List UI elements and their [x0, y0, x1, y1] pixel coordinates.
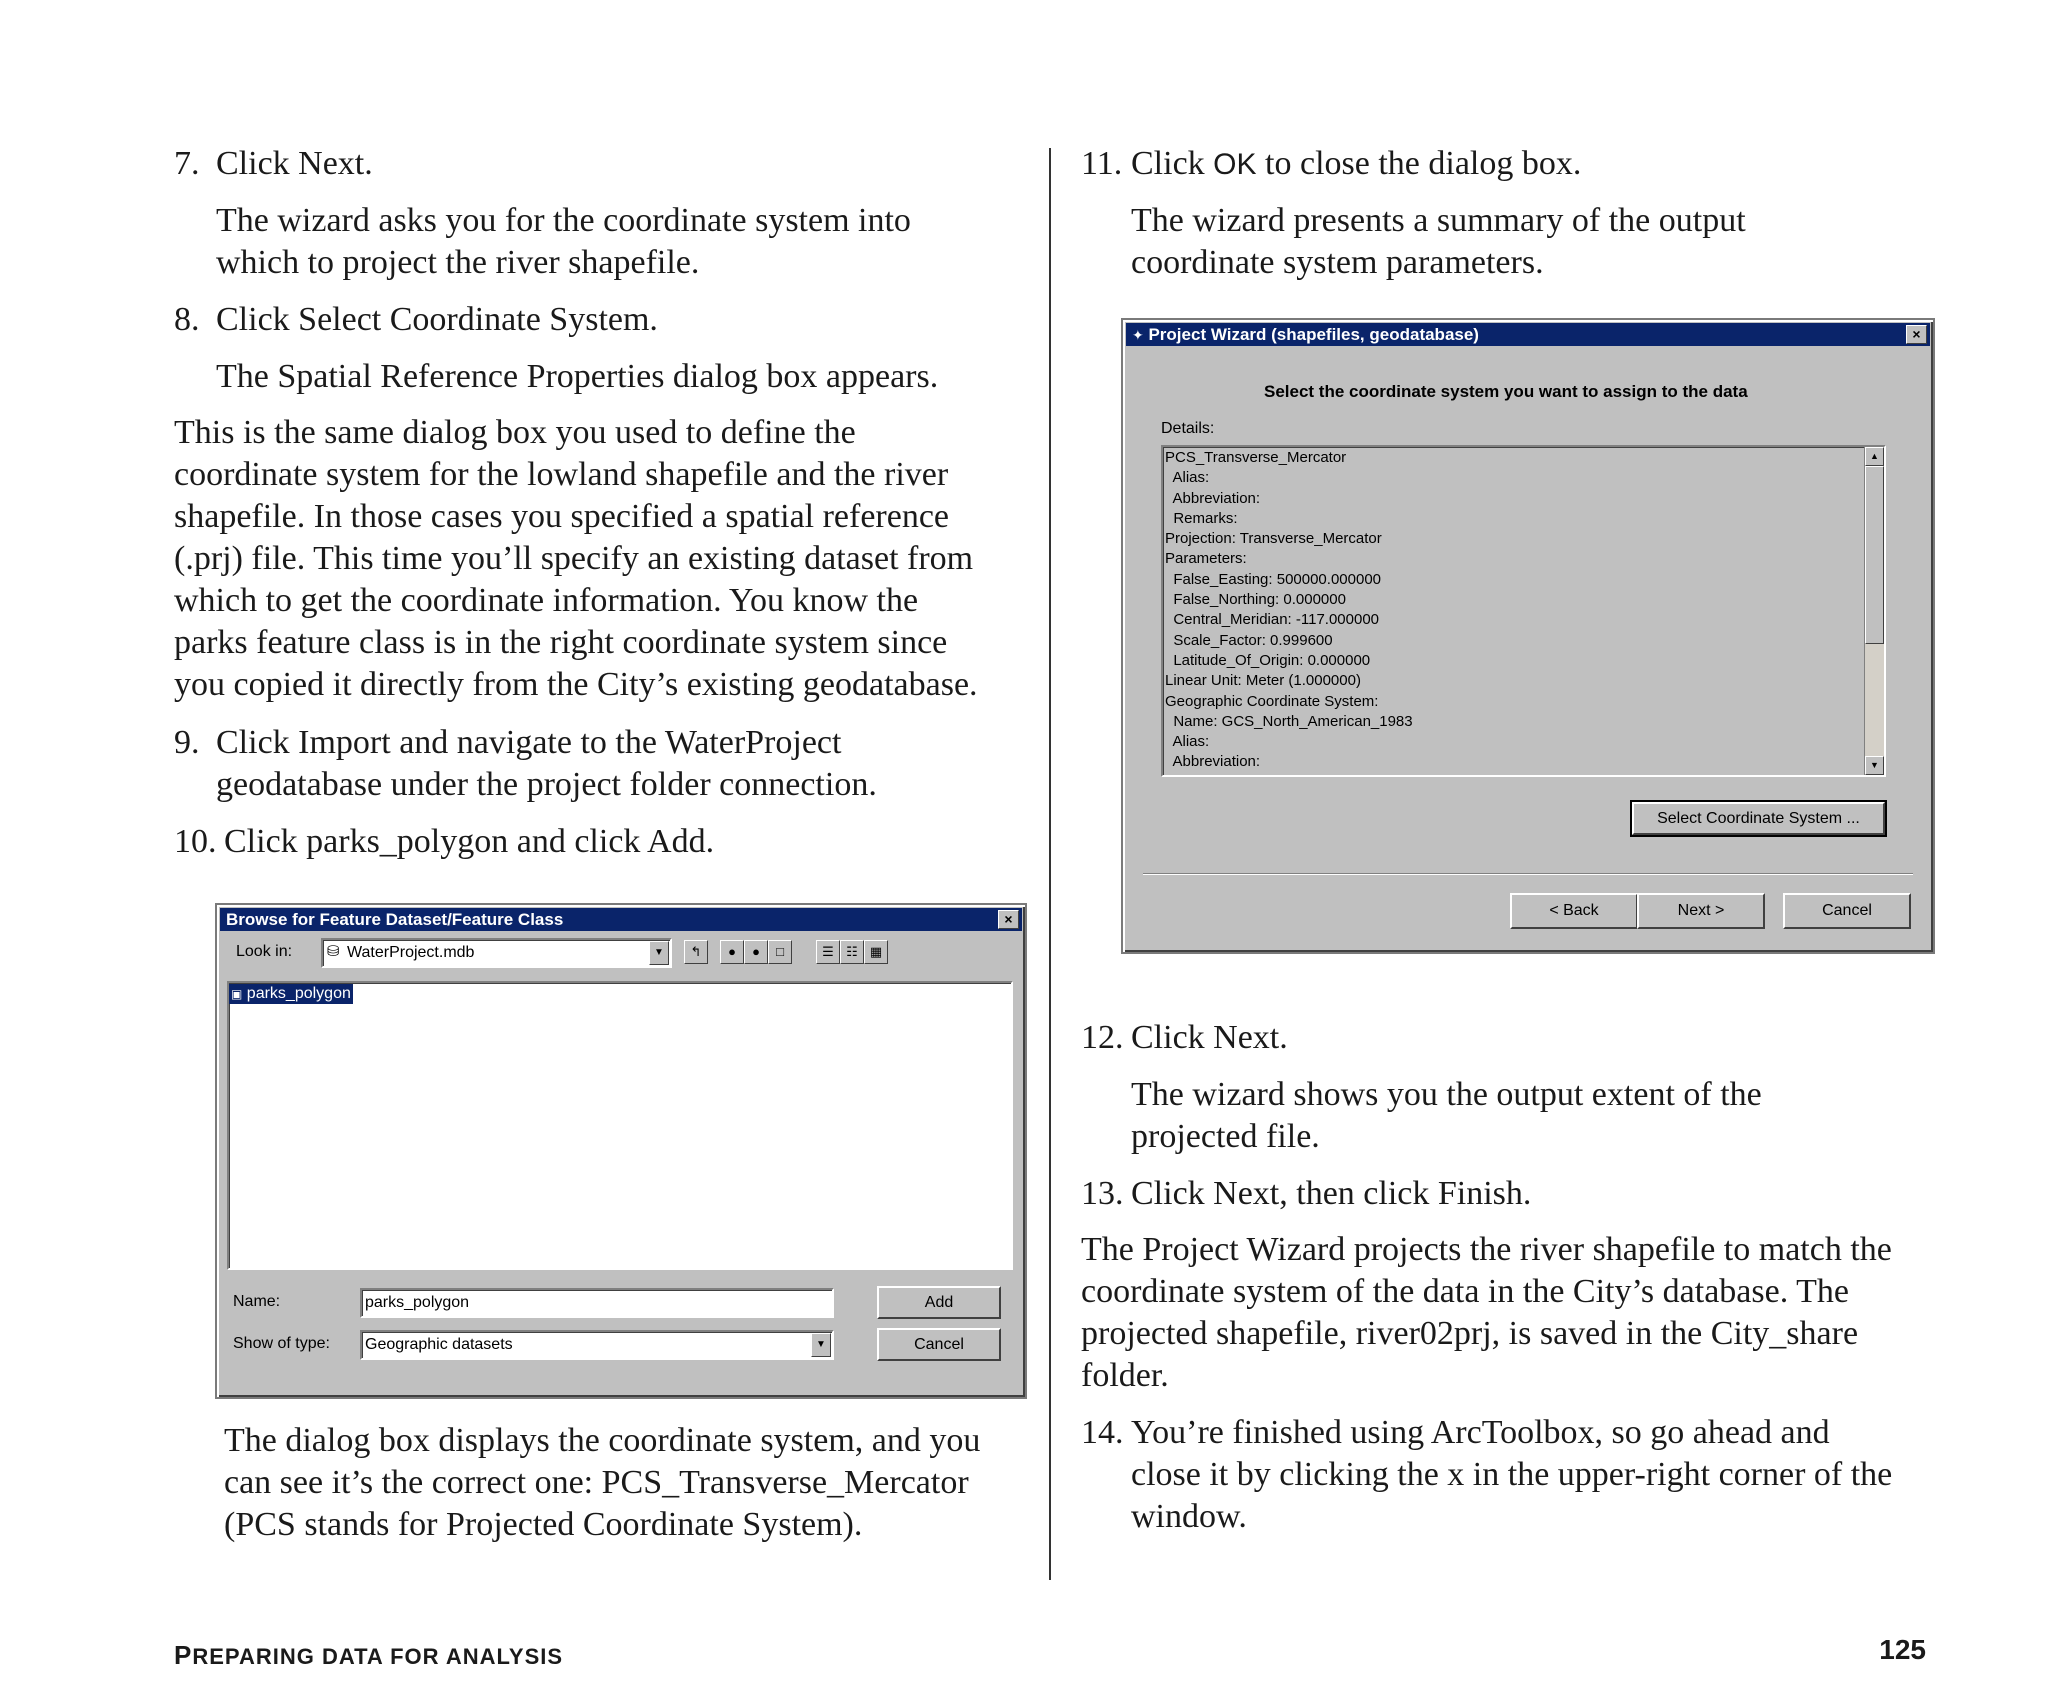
- look-in-value: WaterProject.mdb: [347, 944, 475, 961]
- text-line: The wizard asks you for the coordinate system into: [216, 202, 911, 239]
- text-line: The Project Wizard projects the river shapefile to match the: [1081, 1231, 1892, 1268]
- step-text: Click parks_polygon and click Add.: [224, 823, 715, 860]
- step-8-description: The Spatial Reference Properties dialog box appears.: [216, 358, 939, 395]
- step-text: Click Next, then click Finish.: [1131, 1175, 1532, 1212]
- list-item[interactable]: [229, 984, 353, 1004]
- browse-dialog: [215, 903, 1027, 1399]
- step-7-description: [216, 200, 911, 284]
- detail-line: Latitude_Of_Origin: 0.000000: [1165, 651, 1371, 669]
- database-icon: ⛁: [327, 943, 340, 960]
- list-view-icon[interactable]: ☰: [816, 940, 840, 964]
- result-paragraph: [1081, 1229, 1892, 1397]
- text-line: coordinate system parameters.: [1131, 244, 1544, 281]
- file-list: [227, 981, 1013, 1270]
- step-11-description: [1131, 200, 1746, 284]
- detail-line: Projection: Transverse_Mercator: [1165, 530, 1382, 548]
- detail-line: Geographic Coordinate System:: [1165, 692, 1379, 710]
- detail-line: Abbreviation:: [1165, 489, 1261, 507]
- back-button[interactable]: < Back: [1510, 893, 1638, 929]
- text-line: coordinate system for the lowland shapefile and the river: [174, 456, 949, 493]
- footer-rest: REPARING DATA FOR ANALYSIS: [192, 1644, 564, 1669]
- disconnect-folder-icon[interactable]: ●: [744, 940, 768, 964]
- text-line: projected shapefile, river02prj, is saved in the City_share: [1081, 1315, 1859, 1352]
- scrollbar[interactable]: [1864, 447, 1884, 775]
- footer-initial: P: [174, 1640, 193, 1670]
- project-wizard-dialog: [1121, 318, 1935, 954]
- details-list: [1165, 448, 1413, 773]
- step-text: Click Next.: [1131, 1019, 1288, 1056]
- detail-line: Abbreviation:: [1165, 753, 1261, 771]
- detail-line: Name: GCS_North_American_1983: [1165, 712, 1413, 730]
- details-view-icon[interactable]: ☷: [840, 940, 864, 964]
- wizard-icon: ✦: [1132, 327, 1144, 343]
- name-field[interactable]: [360, 1288, 834, 1318]
- text-line: The dialog box displays the coordinate system, and you: [224, 1422, 981, 1459]
- add-button[interactable]: Add: [877, 1286, 1001, 1319]
- select-coordinate-system-button[interactable]: Select Coordinate System ...: [1632, 802, 1885, 835]
- chevron-down-icon[interactable]: ▼: [811, 1333, 831, 1357]
- close-icon[interactable]: ×: [998, 910, 1019, 929]
- after-dialog-paragraph: [224, 1420, 980, 1546]
- detail-line: False_Easting: 500000.000000: [1165, 570, 1381, 588]
- text-line: can see it’s the correct one: PCS_Transverse_Mercator: [224, 1464, 969, 1501]
- text-line: you copied it directly from the City’s existing geodatabase.: [174, 666, 978, 703]
- detail-line: Alias:: [1165, 469, 1210, 487]
- text-line: close it by clicking the x in the upper-right corner of the: [1131, 1456, 1893, 1493]
- text-line: which to get the coordinate information. You know the: [174, 582, 919, 619]
- step-number: 10.: [174, 823, 217, 860]
- step-12-description: [1131, 1074, 1762, 1158]
- detail-line: Remarks:: [1165, 509, 1238, 527]
- name-field-value: parks_polygon: [365, 1294, 470, 1311]
- name-label: Name:: [233, 1293, 281, 1310]
- text-line: parks feature class is in the right coordinate system since: [174, 624, 948, 661]
- connect-folder-icon[interactable]: ●: [720, 940, 744, 964]
- next-button[interactable]: Next >: [1637, 893, 1765, 929]
- cancel-button[interactable]: Cancel: [877, 1328, 1001, 1361]
- scroll-down-icon[interactable]: ▼: [1865, 756, 1884, 775]
- detail-line: False_Northing: 0.000000: [1165, 591, 1346, 609]
- text-line: Click Import and navigate to the WaterProject: [216, 724, 842, 761]
- detail-line: Central_Meridian: -117.000000: [1165, 611, 1380, 629]
- text-line: coordinate system of the data in the City’s database. The: [1081, 1273, 1849, 1310]
- dialog-title-bar: [1126, 323, 1930, 346]
- text-line: folder.: [1081, 1357, 1169, 1394]
- list-item-label: parks_polygon: [246, 985, 351, 1002]
- page-number: 125: [1879, 1634, 1926, 1665]
- column-divider: [1049, 148, 1051, 1580]
- show-of-type-label: Show of type:: [233, 1335, 330, 1352]
- up-one-level-icon[interactable]: ↰: [684, 940, 708, 964]
- show-of-type-dropdown[interactable]: [360, 1330, 834, 1360]
- text-line: (.prj) file. This time you’ll specify an existing dataset from: [174, 540, 974, 577]
- details-label: Details:: [1161, 420, 1215, 437]
- close-icon[interactable]: ×: [1906, 325, 1927, 344]
- look-in-label: Look in:: [236, 943, 293, 960]
- scroll-thumb[interactable]: [1865, 466, 1884, 644]
- text-line: which to project the river shapefile.: [216, 244, 700, 281]
- detail-line: Scale_Factor: 0.999600: [1165, 631, 1333, 649]
- text-line: This is the same dialog box you used to define the: [174, 414, 856, 451]
- scroll-up-icon[interactable]: ▲: [1865, 447, 1884, 466]
- chevron-down-icon[interactable]: ▼: [649, 941, 669, 965]
- detail-line: Parameters:: [1165, 550, 1247, 568]
- new-folder-icon[interactable]: □: [768, 940, 792, 964]
- text-line: (PCS stands for Projected Coordinate System).: [224, 1506, 863, 1543]
- dialog-title-bar: [220, 908, 1022, 931]
- section-footer: [174, 1640, 563, 1671]
- step-text: Click Next.: [216, 145, 373, 182]
- text-line: geodatabase under the project folder connection.: [216, 766, 877, 803]
- details-box: [1161, 445, 1886, 777]
- step-text: Click Select Coordinate System.: [216, 301, 658, 338]
- step-number: 8.: [174, 301, 200, 338]
- explanation-paragraph: [174, 412, 978, 706]
- separator: [1143, 873, 1913, 875]
- detail-line: Linear Unit: Meter (1.000000): [1165, 672, 1361, 690]
- text-line: You’re finished using ArcToolbox, so go ahead and: [1131, 1414, 1830, 1451]
- dialog-title: Project Wizard (shapefiles, geodatabase): [1148, 325, 1479, 344]
- show-of-type-value: Geographic datasets: [365, 1336, 513, 1353]
- step-text: Click: [1131, 145, 1214, 182]
- step-text: to close the dialog box.: [1256, 145, 1582, 182]
- step-number: 14.: [1081, 1414, 1124, 1451]
- text-line: shapefile. In those cases you specified a spatial reference: [174, 498, 950, 535]
- thumbnail-view-icon[interactable]: ▦: [864, 940, 888, 964]
- text-line: window.: [1131, 1498, 1247, 1535]
- step-number: 11.: [1081, 145, 1123, 182]
- detail-line: Alias:: [1165, 733, 1210, 751]
- step-number: 13.: [1081, 1175, 1124, 1212]
- wizard-heading: Select the coordinate system you want to assign to the data: [1264, 382, 1748, 401]
- step-number: 7.: [174, 145, 200, 182]
- dialog-title: Browse for Feature Dataset/Feature Class: [226, 910, 564, 929]
- step-number: 12.: [1081, 1019, 1124, 1056]
- detail-line: PCS_Transverse_Mercator: [1165, 449, 1347, 466]
- text-line: The wizard presents a summary of the output: [1131, 202, 1746, 239]
- polygon-feature-class-icon: ▣: [231, 987, 243, 1001]
- text-line: The wizard shows you the output extent of the: [1131, 1076, 1762, 1113]
- ok-keyword: OK: [1213, 148, 1257, 181]
- step-number: 9.: [174, 724, 200, 761]
- cancel-button[interactable]: Cancel: [1783, 893, 1911, 929]
- text-line: projected file.: [1131, 1118, 1320, 1155]
- look-in-dropdown[interactable]: [321, 938, 672, 968]
